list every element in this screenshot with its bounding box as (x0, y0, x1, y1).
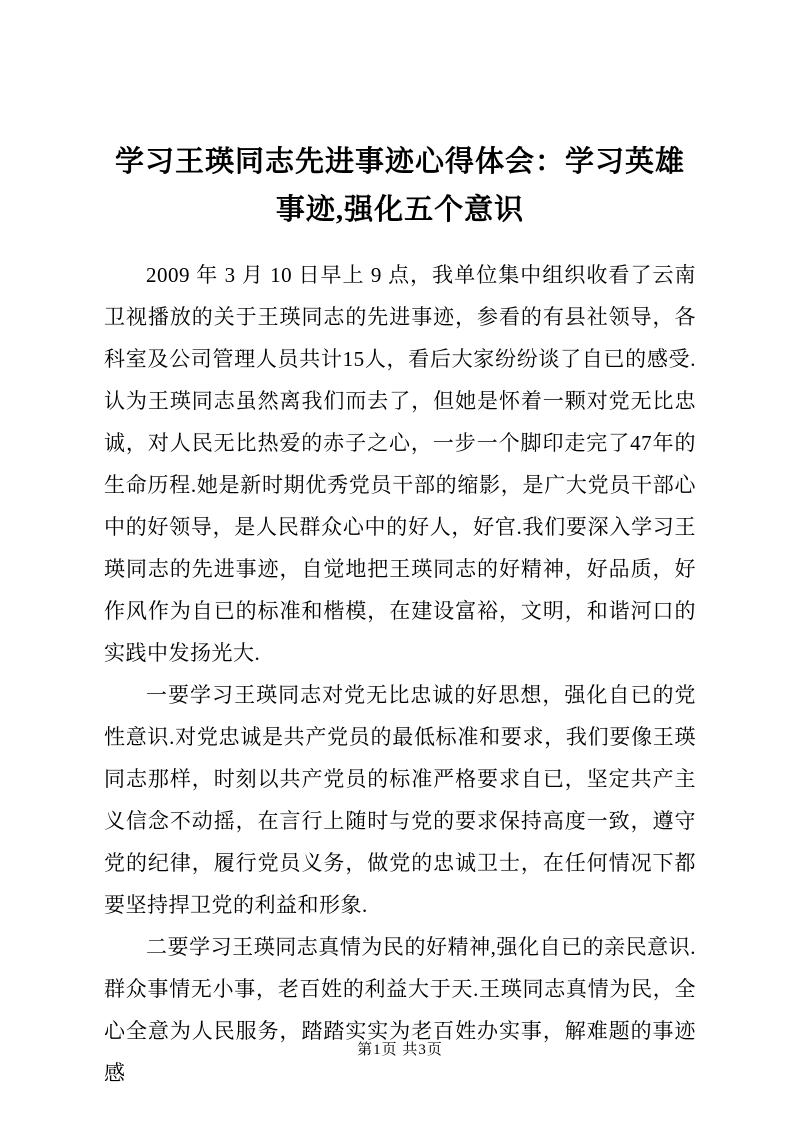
page-number: 第1页 共3页 (357, 1042, 443, 1058)
document-title: 学习王瑛同志先进事迹心得体会：学习英雄事迹,强化五个意识 (114, 146, 685, 226)
paragraph-2: 一要学习王瑛同志对党无比忠诚的好思想，强化自已的党性意识.对党忠诚是共产党员的最低标准和要求，我们要像王瑛同志那样，时刻以共产党员的标准严格要求自已，坚定共产主义信念不动摇，在言行上随时与党的要求保持高度一致，遵守党的纪律，履行党员义务，做党的忠诚卫士，在任何情况下都要坚持捍卫党的利益和形象. (104, 683, 696, 917)
page-footer (0, 1038, 800, 1059)
paragraph-1: 2009 年 3 月 10 日早上 9 点，我单位集中组织收看了云南卫视播放的关于王瑛同志的先进事迹，参看的有县社领导，各科室及公司管理人员共计15人，看后大家纷纷谈了自已的感受.认为王瑛同志虽然离我们而去了，但她是怀着一颗对党无比忠诚，对人民无比热爱的赤子之心，一步一个脚印走完了47年的生命历程.她是新时期优秀党员干部的缩影，是广大党员干部心中的好领导，是人民群众心中的好人，好官.我们要深入学习王瑛同志的先进事迹，自觉地把王瑛同志的好精神，好品质，好作风作为自已的标准和楷模，在建设富裕，文明，和谐河口的实践中发扬光大. (104, 263, 696, 665)
paragraph-3: 二要学习王瑛同志真情为民的好精神,强化自已的亲民意识.群众事情无小事，老百姓的利益大于天.王瑛同志真情为民，全心全意为人民服务，踏踏实实为老百姓办实事，解难题的事迹感 (104, 935, 696, 1085)
